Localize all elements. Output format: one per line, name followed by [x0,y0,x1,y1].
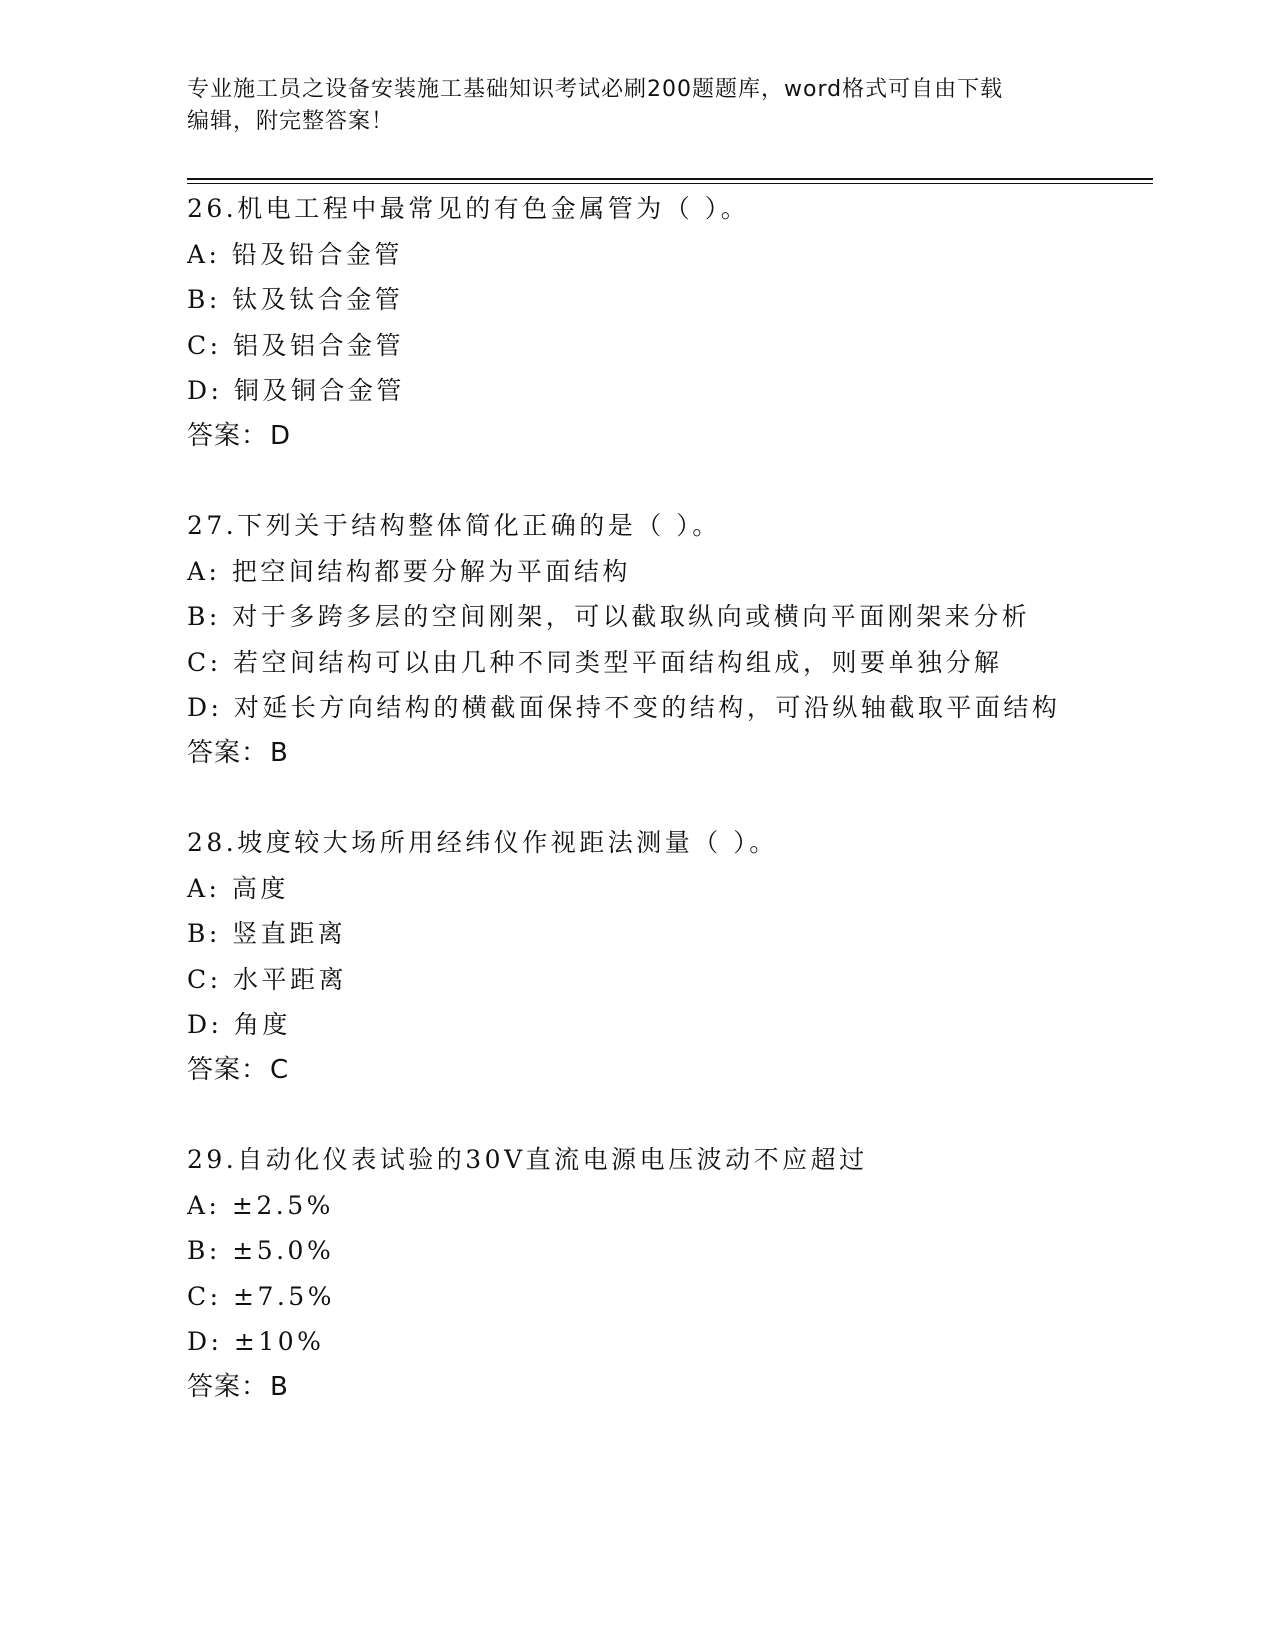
option-b: B: ±5.0% [187,1236,335,1265]
question-stem: 26.机电工程中最常见的有色金属管为（ ）。 [187,194,750,223]
option-a: A: ±2.5% [187,1190,334,1220]
answer-line [187,414,1147,460]
header-divider-thick [187,178,1153,180]
question-stem: 29.自动化仪表试验的30V直流电源电压波动不应超过 [187,1145,868,1174]
question-26 [187,186,1147,459]
option-c: C: 铝及铝合金管 [187,330,404,360]
option-b: B: 对于多跨多层的空间刚架，可以截取纵向或横向平面刚架来分析 [187,602,1031,631]
option-d: D: 角度 [187,1010,291,1039]
answer-label: 答案： [187,420,269,451]
option-a: A: 高度 [187,873,289,903]
option-d: D: 对延长方向结构的横截面保持不变的结构，可沿纵轴截取平面结构 [187,693,1061,722]
option-c: C: ±7.5% [187,1281,335,1311]
answer-line [187,1365,1147,1411]
answer-value: C [270,1054,290,1085]
option-a: A: 铅及铅合金管 [187,239,403,269]
option-d: D: ±10% [187,1327,325,1356]
option-c: C: 若空间结构可以由几种不同类型平面结构组成，则要单独分解 [187,647,1003,677]
question-27 [187,503,1147,776]
answer-line [187,1048,1147,1094]
header-line-2: 编辑，附完整答案！ [187,109,395,134]
question-stem: 27.下列关于结构整体简化正确的是（ ）。 [187,511,721,540]
question-29 [187,1137,1147,1410]
header-divider-thin [187,183,1153,184]
option-a: A: 把空间结构都要分解为平面结构 [187,556,631,586]
option-c: C: 水平距离 [187,964,347,994]
option-d: D: 铜及铜合金管 [187,376,405,405]
question-28 [187,820,1147,1093]
answer-line [187,731,1147,777]
question-stem: 28.坡度较大场所用经纬仪作视距法测量（ ）。 [187,828,778,857]
answer-label: 答案： [187,1054,269,1085]
answer-value: B [270,737,289,768]
answer-value: D [270,420,292,451]
option-b: B: 竖直距离 [187,919,347,948]
document-header [187,74,1067,138]
answer-value: B [270,1371,289,1402]
header-line-1: 专业施工员之设备安装施工基础知识考试必刷200题题库，word格式可自由下载 [187,77,1004,102]
answer-label: 答案： [187,737,269,768]
option-b: B: 钛及钛合金管 [187,285,404,314]
answer-label: 答案： [187,1371,269,1402]
